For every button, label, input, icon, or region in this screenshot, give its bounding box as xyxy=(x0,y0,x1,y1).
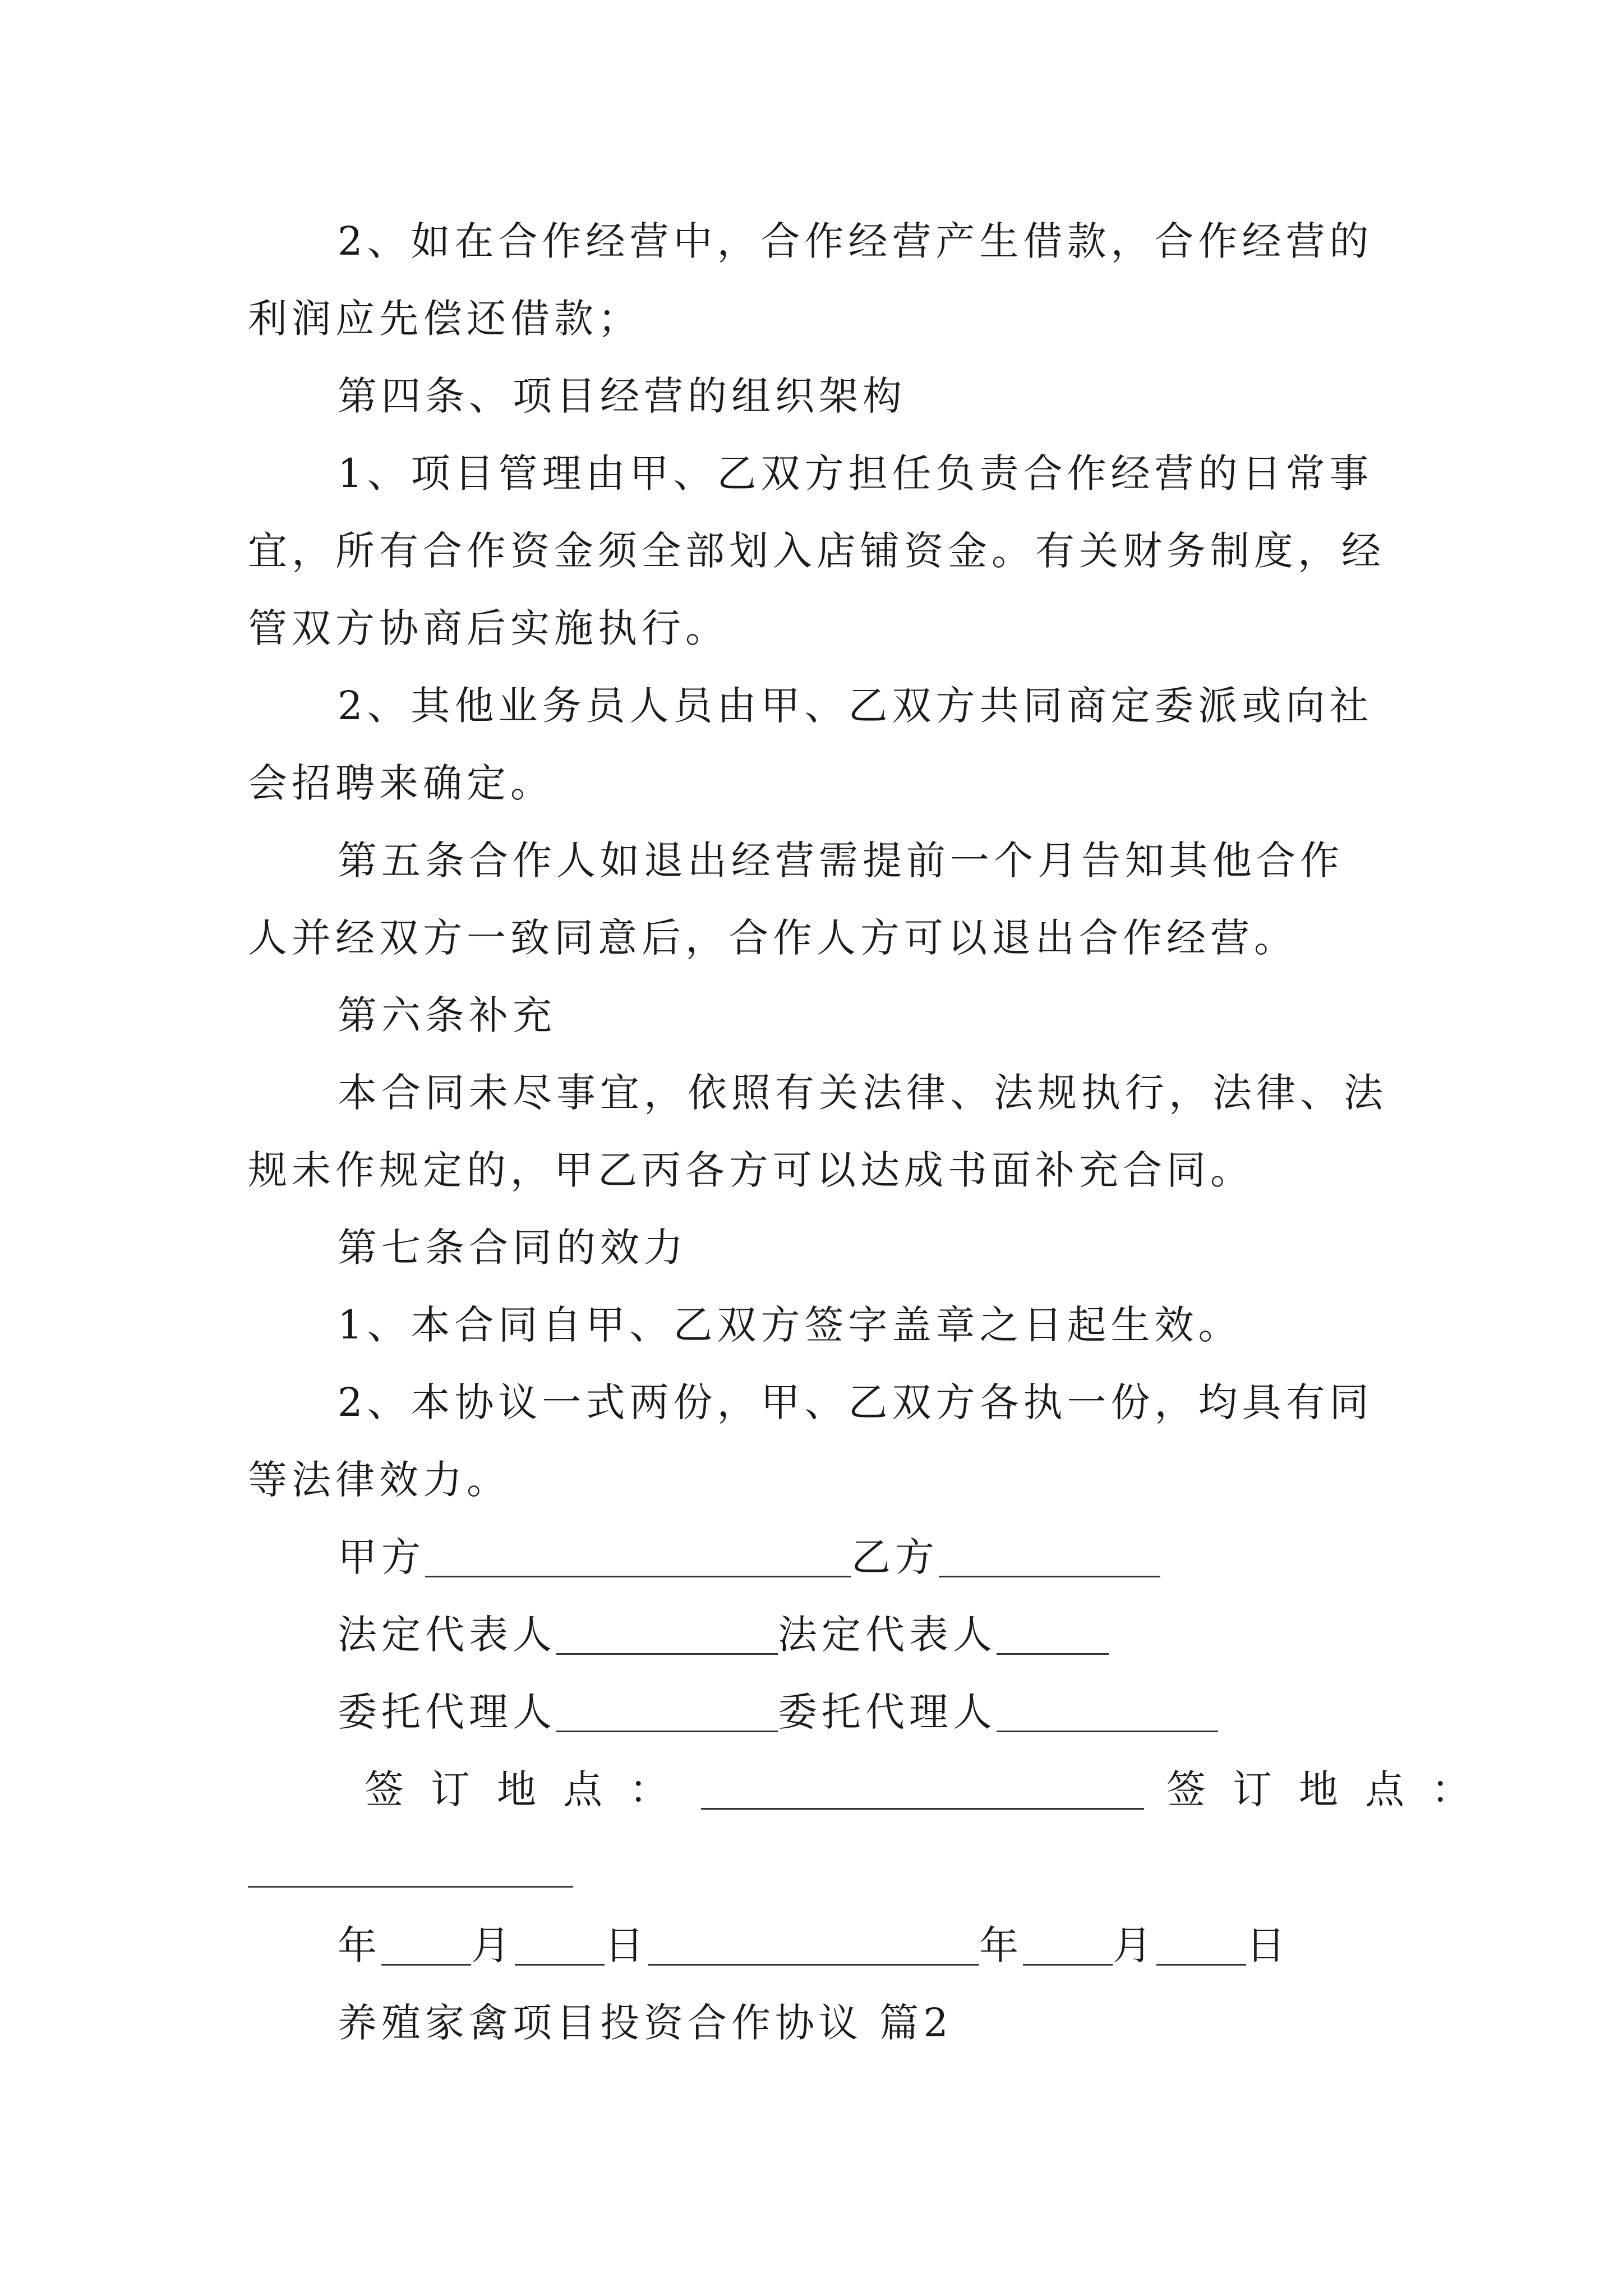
agent-b-blank[interactable] xyxy=(997,1691,1218,1732)
paragraph-line: 1、本合同自甲、乙双方签字盖章之日起生效。 xyxy=(338,1302,1242,1348)
section-heading: 第七条合同的效力 xyxy=(338,1225,688,1271)
legal-rep-a-label: 法定代表人 xyxy=(338,1612,556,1658)
next-section-title: 养殖家禽项目投资合作协议 篇2 xyxy=(338,2000,953,2046)
section-heading: 第六条补充 xyxy=(338,992,556,1038)
signature-row-parties xyxy=(338,1529,1160,1585)
paragraph-line: 本合同未尽事宜，依照有关法律、法规执行，法律、法 xyxy=(338,1070,1387,1116)
paragraph-line: 规未作规定的，甲乙丙各方可以达成书面补充合同。 xyxy=(248,1147,1254,1193)
month-b-label: 月 xyxy=(1113,1922,1156,1968)
day-a-label: 日 xyxy=(605,1922,648,1968)
place-a-blank[interactable] xyxy=(701,1769,1144,1810)
paragraph-line: 宜，所有合作资金须全部划入店铺资金。有关财务制度，经 xyxy=(248,528,1385,574)
legal-rep-b-label: 法定代表人 xyxy=(778,1612,997,1658)
paragraph-line: 会招聘来确定。 xyxy=(248,760,554,806)
day-b-label: 日 xyxy=(1246,1922,1290,1968)
signature-row-place xyxy=(365,1761,1497,1818)
paragraph-line: 人并经双方一致同意后，合作人方可以退出合作经营。 xyxy=(248,915,1298,961)
place-b-blank-continued[interactable] xyxy=(248,1886,573,1888)
month-day-blank-a[interactable] xyxy=(515,1925,605,1966)
month-a-label: 月 xyxy=(471,1922,515,1968)
section-heading: 第四条、项目经营的组织架构 xyxy=(338,373,906,419)
year-month-blank-b[interactable] xyxy=(1023,1925,1113,1966)
year-a-label: 年 xyxy=(338,1922,381,1968)
date-gap-blank[interactable] xyxy=(648,1925,979,1966)
place-a-label: 签订地点： xyxy=(365,1766,695,1812)
place-b-label: 签订地点： xyxy=(1166,1766,1497,1812)
paragraph-line: 2、其他业务员人员由甲、乙双方共同商定委派或向社 xyxy=(338,683,1373,729)
legal-rep-b-blank[interactable] xyxy=(997,1614,1109,1655)
party-a-label: 甲方 xyxy=(338,1534,425,1580)
year-month-blank-a[interactable] xyxy=(381,1925,471,1966)
month-day-blank-b[interactable] xyxy=(1156,1925,1246,1966)
party-b-label: 乙方 xyxy=(851,1534,939,1580)
paragraph-line: 管双方协商后实施执行。 xyxy=(248,605,729,651)
signature-row-legal-rep xyxy=(338,1607,1109,1663)
year-b-label: 年 xyxy=(979,1922,1023,1968)
paragraph-line: 1、项目管理由甲、乙双方担任负责合作经营的日常事 xyxy=(338,450,1373,496)
agent-a-label: 委托代理人 xyxy=(338,1689,556,1735)
legal-rep-a-blank[interactable] xyxy=(556,1614,778,1655)
agent-a-blank[interactable] xyxy=(556,1691,778,1732)
paragraph-line: 2、本协议一式两份，甲、乙双方各执一份，均具有同 xyxy=(338,1379,1373,1425)
paragraph-line: 等法律效力。 xyxy=(248,1457,510,1503)
party-b-blank[interactable] xyxy=(939,1536,1160,1577)
agent-b-label: 委托代理人 xyxy=(778,1689,997,1735)
signature-row-date xyxy=(338,1917,1290,1973)
paragraph-line: 2、如在合作经营中，合作经营产生借款，合作经营的 xyxy=(338,218,1373,264)
signature-row-agent xyxy=(338,1684,1218,1740)
paragraph-line: 第五条合作人如退出经营需提前一个月告知其他合作 xyxy=(338,838,1344,884)
party-a-blank[interactable] xyxy=(425,1536,851,1577)
paragraph-line: 利润应先偿还借款； xyxy=(248,296,642,342)
